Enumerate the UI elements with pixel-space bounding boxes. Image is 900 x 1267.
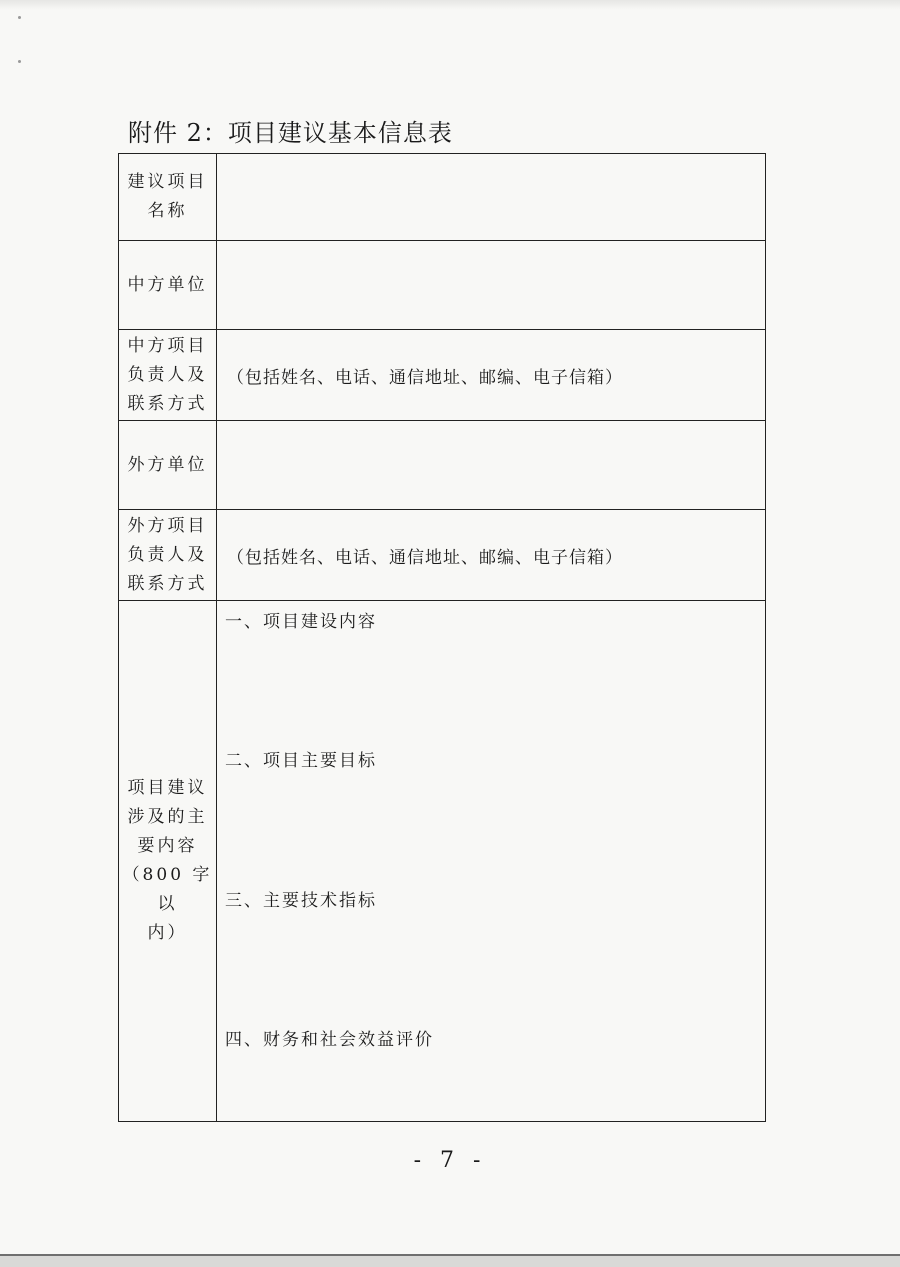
table-row: [119, 241, 766, 330]
label-chinese-contact: 中方项目 负责人及 联系方式: [119, 330, 217, 421]
project-info-table: [118, 153, 766, 1122]
scan-top-shade: [0, 0, 900, 10]
table-row: [119, 154, 766, 241]
page-number: - 7 -: [413, 1148, 487, 1173]
label-chinese-unit: 中方单位: [119, 241, 217, 330]
label-main-content: 项目建议 涉及的主 要内容 （800 字以 内）: [119, 601, 217, 1122]
table-row: [119, 330, 766, 421]
scan-speck: [18, 60, 21, 63]
scan-speck: [18, 16, 21, 19]
table-row: [119, 601, 766, 1122]
label-foreign-unit: 外方单位: [119, 421, 217, 510]
field-foreign-unit[interactable]: [217, 421, 766, 510]
section-technical-indicators: 三、主要技术指标: [225, 891, 377, 911]
table-row: [119, 510, 766, 601]
field-chinese-unit[interactable]: [217, 241, 766, 330]
label-foreign-contact: 外方项目 负责人及 联系方式: [119, 510, 217, 601]
field-chinese-contact[interactable]: （包括姓名、电话、通信地址、邮编、电子信箱）: [217, 330, 766, 421]
label-project-name: 建议项目 名称: [119, 154, 217, 241]
section-financial-social-benefits: 四、财务和社会效益评价: [225, 1030, 434, 1050]
section-main-objectives: 二、项目主要目标: [225, 751, 377, 771]
section-construction-content: 一、项目建设内容: [225, 612, 377, 632]
scan-bottom-shade: [0, 1256, 900, 1267]
table-row: [119, 421, 766, 510]
field-project-name[interactable]: [217, 154, 766, 241]
field-main-content[interactable]: [217, 601, 766, 1122]
field-foreign-contact[interactable]: （包括姓名、电话、通信地址、邮编、电子信箱）: [217, 510, 766, 601]
document-title: 附件 2：项目建议基本信息表: [128, 119, 453, 147]
